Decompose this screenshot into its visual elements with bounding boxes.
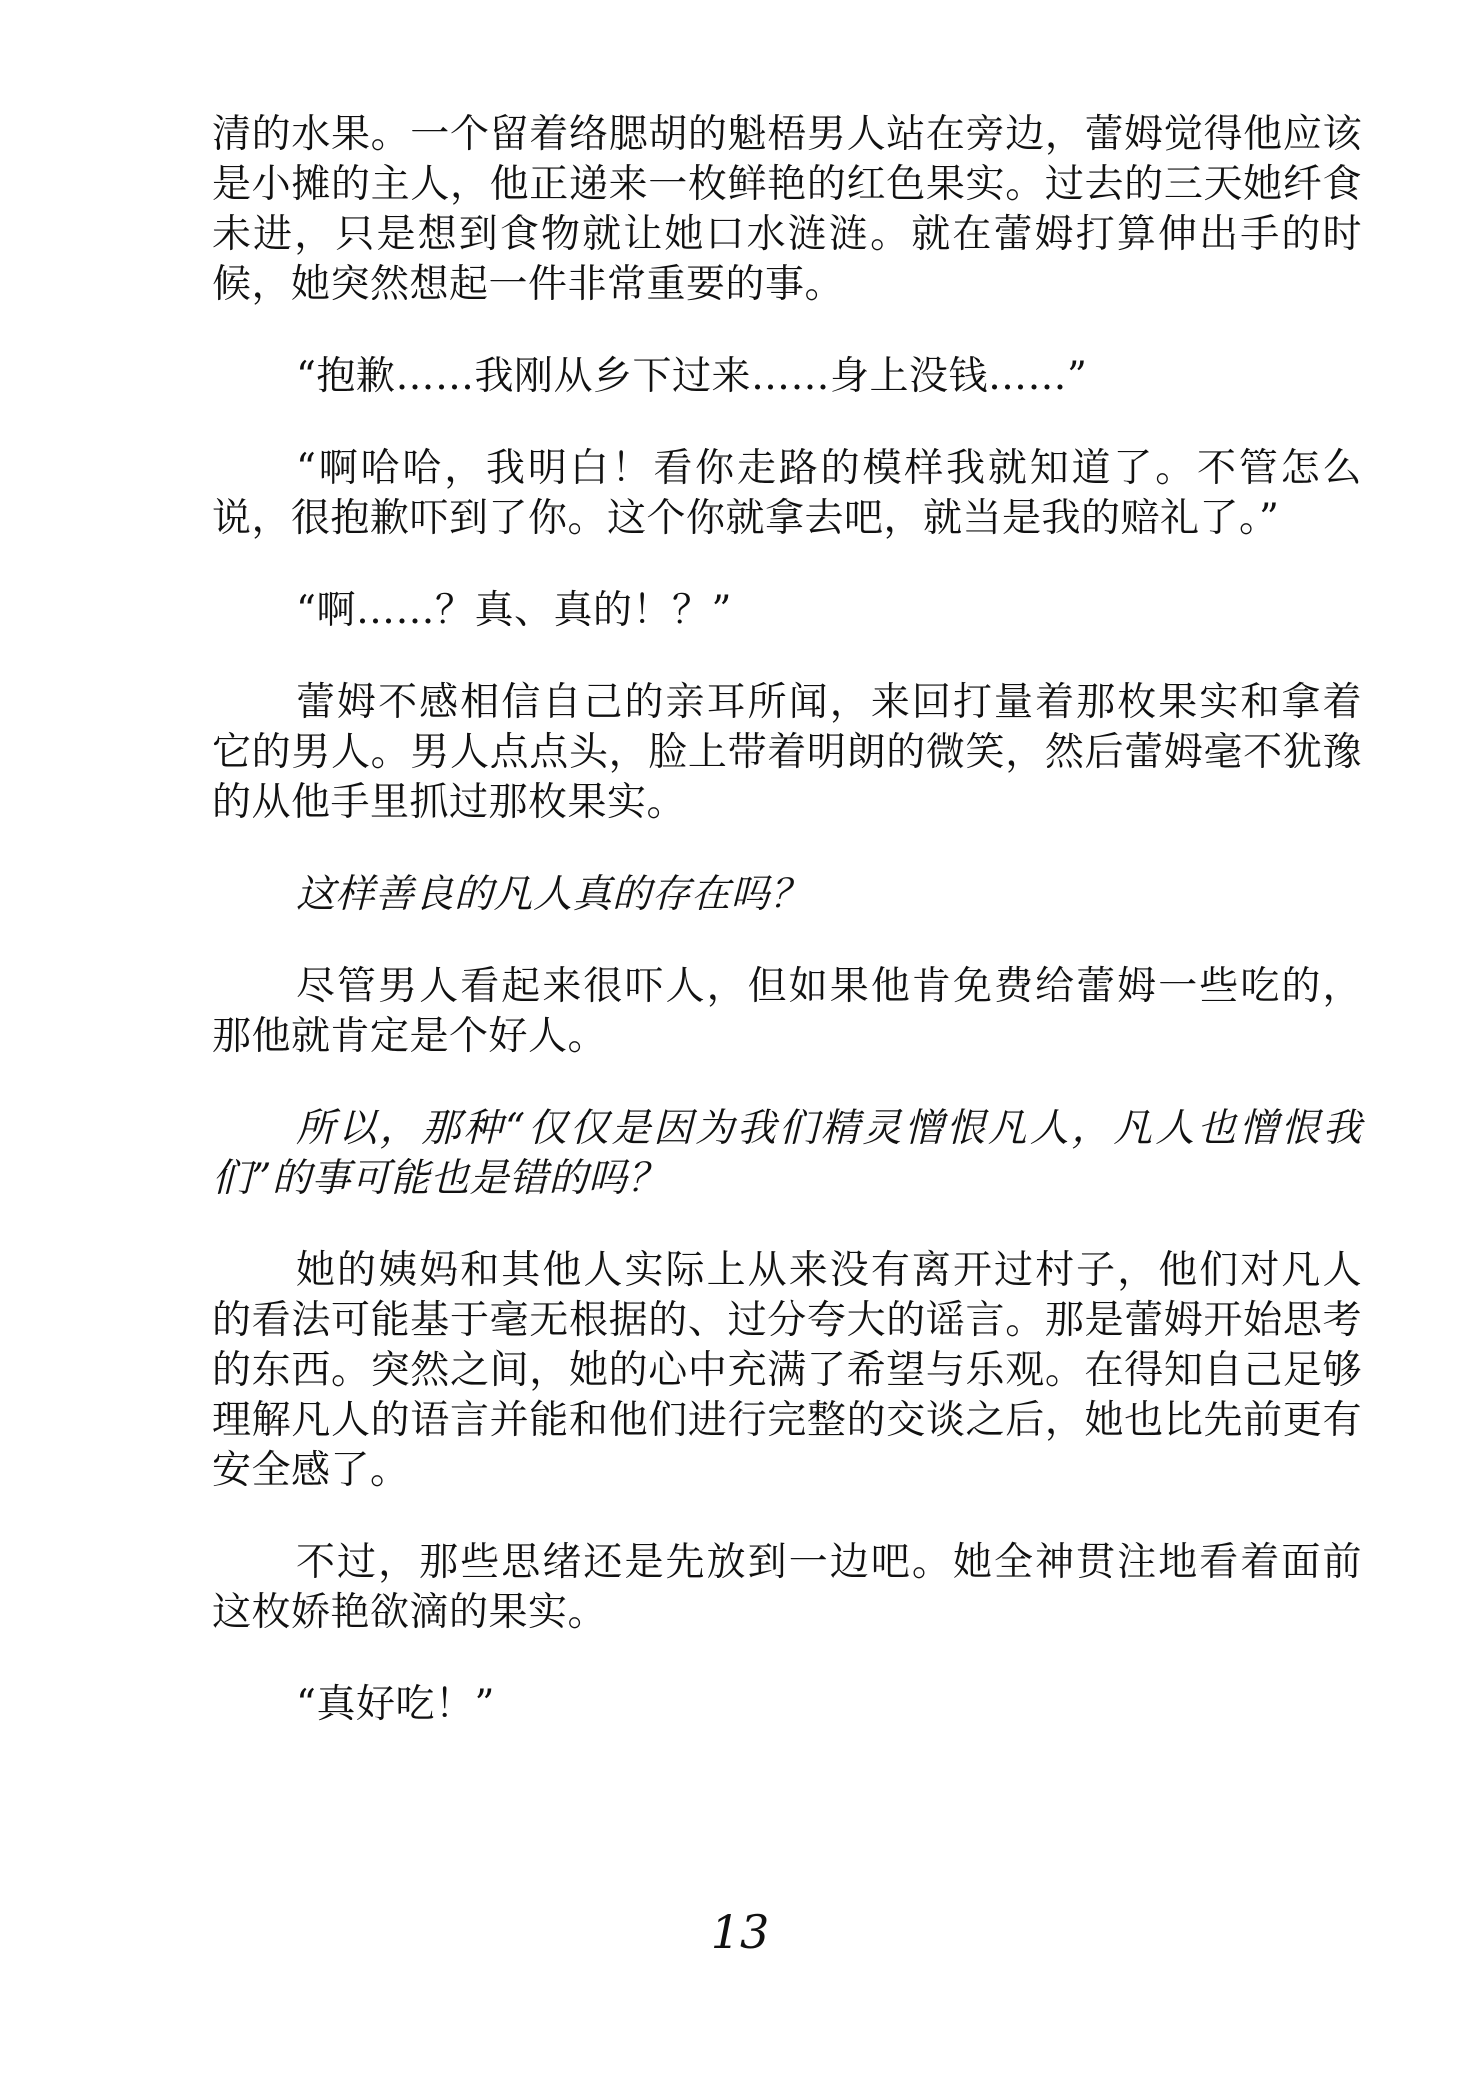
- paragraph-9: 她的姨妈和其他人实际上从来没有离开过村子，他们对凡人的看法可能基于毫无根据的、过分夸大的谣言。那是蕾姆开始思考的东西。突然之间，她的心中充满了希望与乐观。在得知自己足够理解凡人的语言并能和他们进行完整的交谈之后，她也比先前更有安全感了。: [212, 1248, 1362, 1493]
- page-number: 13: [710, 1905, 770, 1959]
- paragraph-5: 蕾姆不感相信自己的亲耳所闻，来回打量着那枚果实和拿着它的男人。男人点点头，脸上带着明朗的微笑，然后蕾姆毫不犹豫的从他手里抓过那枚果实。: [212, 680, 1362, 825]
- paragraph-4: “啊……？真、真的！？”: [296, 588, 732, 633]
- paragraph-6-thought: 这样善良的凡人真的存在吗？: [296, 872, 810, 917]
- page-body: [212, 110, 1362, 1772]
- paragraph-10: 不过，那些思绪还是先放到一边吧。她全神贯注地看着面前这枚娇艳欲滴的果实。: [212, 1540, 1362, 1635]
- paragraph-8-thought: 所以，那种“仅仅是因为我们精灵憎恨凡人，凡人也憎恨我们”的事可能也是错的吗？: [212, 1106, 1362, 1201]
- paragraph-11: “真好吃！”: [296, 1682, 495, 1727]
- paragraph-7: 尽管男人看起来很吓人，但如果他肯免费给蕾姆一些吃的，那他就肯定是个好人。: [212, 964, 1362, 1059]
- paragraph-3: “啊哈哈，我明白！看你走路的模样我就知道了。不管怎么说，很抱歉吓到了你。这个你就拿去吧，就当是我的赔礼了。”: [212, 446, 1362, 541]
- paragraph-2: “抱歉……我刚从乡下过来……身上没钱……”: [296, 354, 1088, 399]
- paragraph-1: 清的水果。一个留着络腮胡的魁梧男人站在旁边，蕾姆觉得他应该是小摊的主人，他正递来一枚鲜艳的红色果实。过去的三天她纤食未进，只是想到食物就让她口水涟涟。就在蕾姆打算伸出手的时候，她突然想起一件非常重要的事。: [212, 112, 1362, 307]
